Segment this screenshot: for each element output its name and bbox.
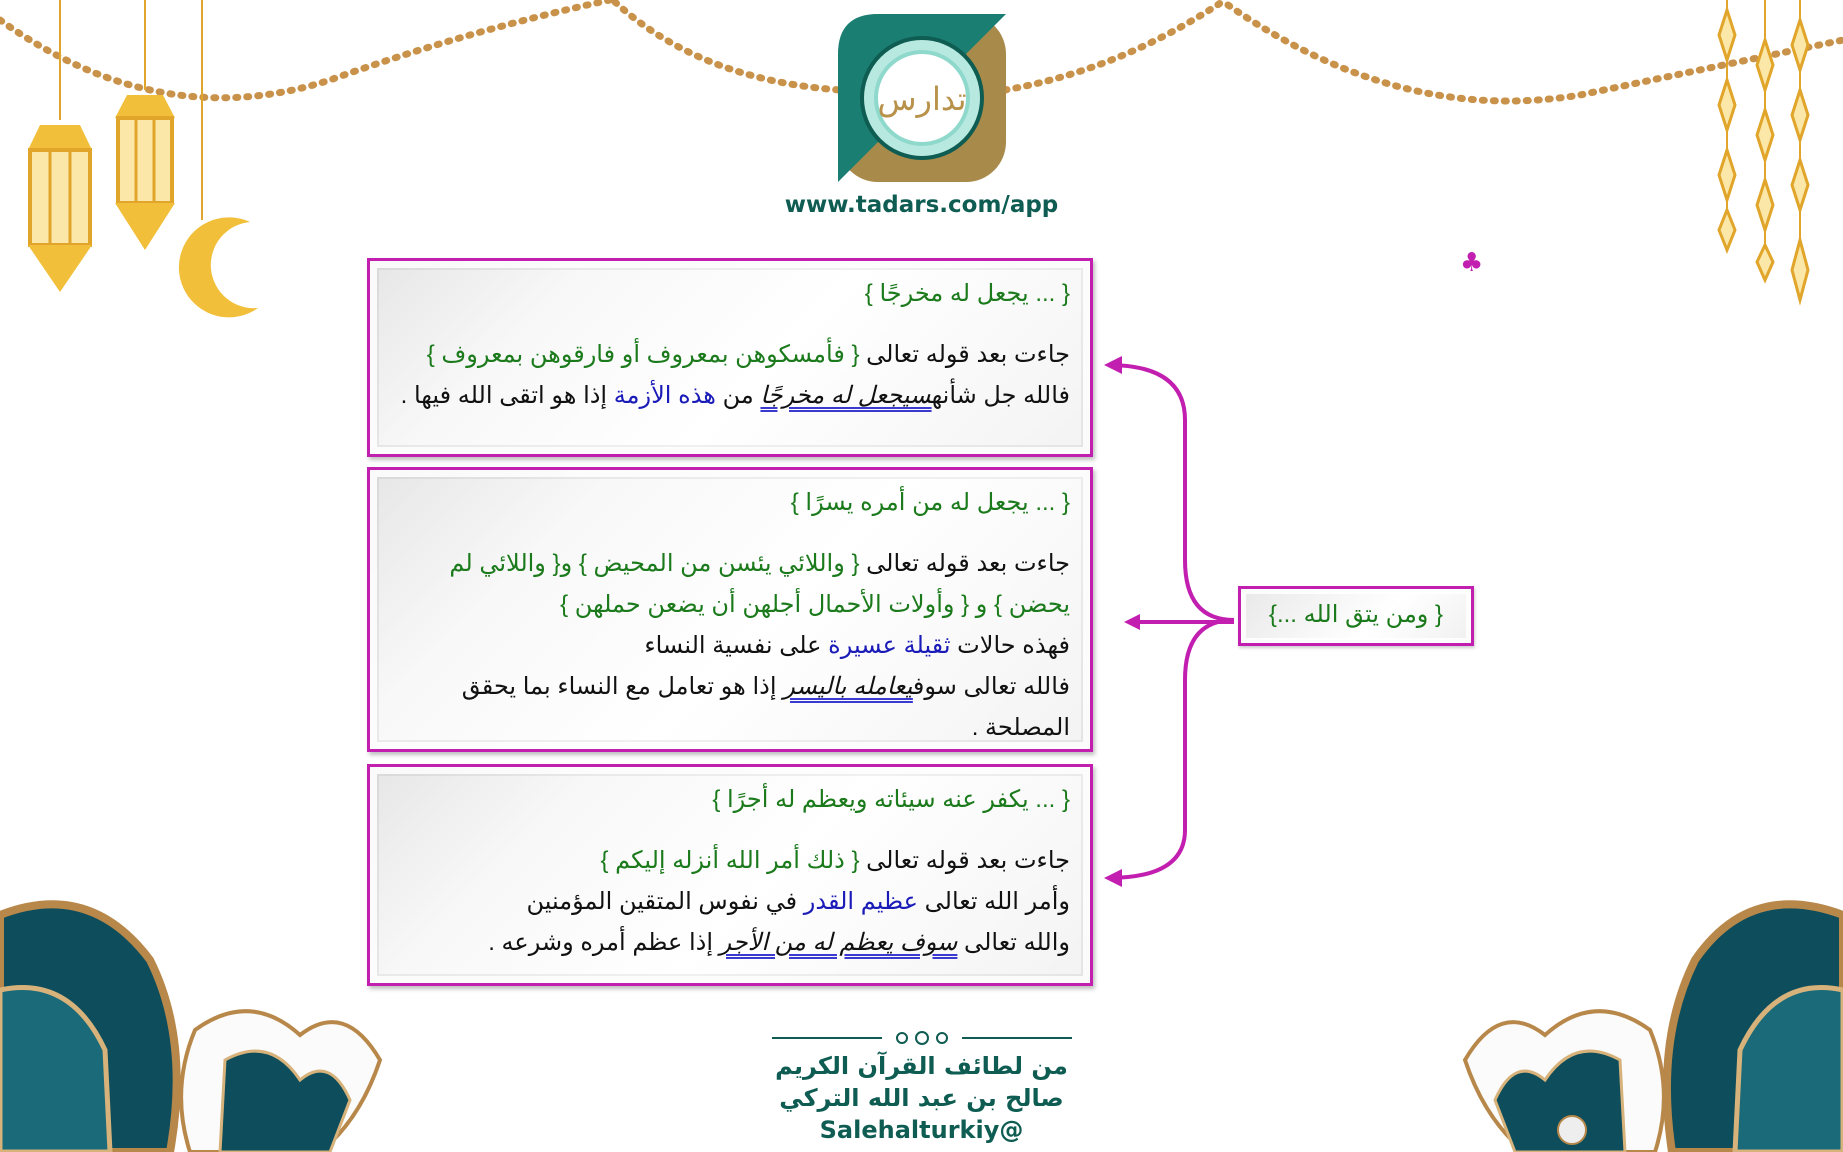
divider-ornament-icon (772, 1030, 1072, 1046)
plain-text: على نفسية النساء (644, 632, 829, 659)
arrow-head-icon (1104, 356, 1140, 887)
logo-text: تدارس (877, 80, 967, 118)
plain-text: إذا هو اتقى الله فيها . (400, 382, 614, 409)
lantern-icon (115, 0, 175, 250)
card-line (390, 666, 1070, 748)
center-label: { ومن يتق الله ...} (1238, 586, 1474, 646)
emphasis-text: يعامله باليسر (783, 673, 913, 700)
verse-text: { واللائي يئسن من المحيض } و{ واللائي لم يحضن } و { وأولات الأحمال أجلهن أن يضعن حملهن } (449, 550, 1070, 618)
footer-title: من لطائف القرآن الكريم (775, 1052, 1068, 1080)
card-ajr (367, 764, 1093, 986)
card-line (390, 922, 1070, 963)
plain-text: وأمر الله تعالى (917, 888, 1070, 915)
crescent-moon-icon (179, 0, 258, 317)
site-url[interactable]: www.tadars.com/app (784, 192, 1059, 218)
plain-text: فالله جل شأنه (931, 382, 1070, 409)
plain-text: في نفوس المتقين المؤمنين (526, 888, 804, 915)
card-yusr (367, 467, 1093, 752)
footer-author: صالح بن عبد الله التركي (779, 1084, 1064, 1112)
card-line (390, 881, 1070, 922)
card-line (390, 334, 1070, 375)
club-icon: ♣ (1460, 248, 1484, 278)
footer-handle[interactable]: @Salehalturkiy (819, 1116, 1024, 1144)
plain-text: جاءت بعد قوله تعالى (859, 341, 1070, 368)
emphasis-text: سيجعل له مخرجًا (760, 382, 932, 409)
emphasis-text: سوف يعظم له من الأجر (719, 929, 958, 956)
flower-ornament-icon (1465, 904, 1843, 1152)
plain-text: إذا هو تعامل مع النساء بما يحقق المصلحة . (461, 673, 1070, 741)
tadars-logo (834, 10, 1010, 186)
card-heading: { ... يجعل له من أمره يسرًا } (790, 489, 1070, 516)
card-line (390, 375, 1070, 416)
card-makhraj (367, 258, 1093, 457)
plain-text: جاءت بعد قوله تعالى (859, 550, 1070, 577)
highlight-text: ثقيلة عسيرة (828, 632, 951, 659)
footer (720, 1030, 1123, 1146)
card-heading: { ... يجعل له مخرجًا } (864, 280, 1070, 307)
hanging-ornament-icon (1719, 0, 1808, 300)
card-line (390, 543, 1070, 625)
plain-text: فهذه حالات (950, 632, 1070, 659)
flower-ornament-icon (0, 904, 380, 1152)
plain-text: والله تعالى (957, 929, 1070, 956)
highlight-text: عظيم القدر (803, 888, 918, 915)
plain-text: من (715, 382, 761, 409)
card-line (390, 840, 1070, 881)
verse-text: { فأمسكوهن بمعروف أو فارقوهن بمعروف } (426, 341, 860, 368)
card-line (390, 625, 1070, 666)
plain-text: جاءت بعد قوله تعالى (859, 847, 1070, 874)
highlight-text: هذه الأزمة (613, 382, 716, 409)
card-heading: { ... يكفر عنه سيئاته ويعظم له أجرًا } (712, 786, 1070, 813)
plain-text: إذا عظم أمره وشرعه . (488, 929, 720, 956)
verse-text: { ذلك أمر الله أنزله إليكم } (600, 847, 860, 874)
plain-text: فالله تعالى سوف (912, 673, 1070, 700)
